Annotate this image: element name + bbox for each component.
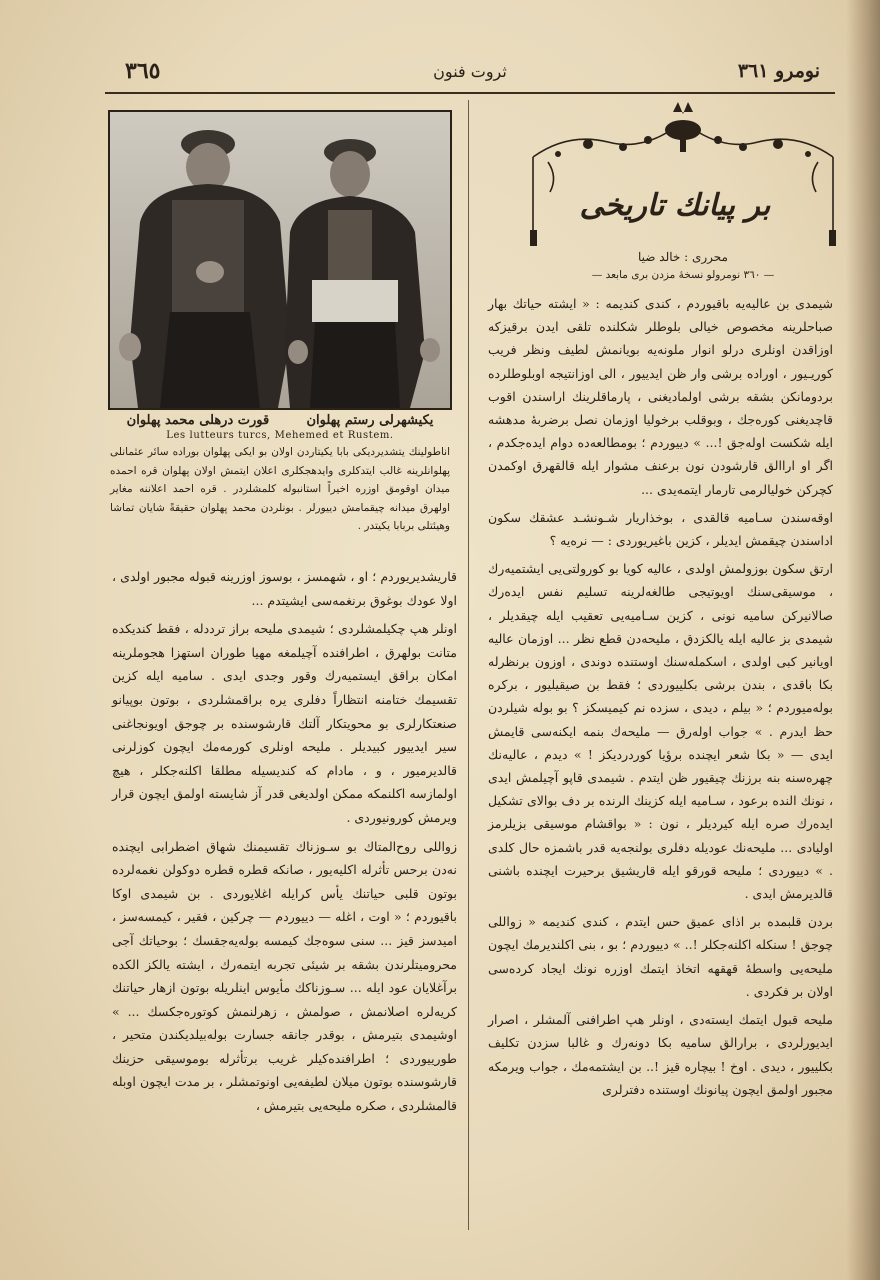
article-author: محرری : خالد ضیا	[638, 250, 728, 264]
issue-label: نومرو ٣٦١	[737, 60, 820, 82]
caption-french: Les lutteurs turcs, Mehemed et Rustem.	[166, 430, 394, 441]
journal-title: ثروت فنون	[433, 62, 507, 81]
caption-name-right: قورت درهلی محمد پهلوان	[126, 413, 270, 428]
binding-shadow	[846, 0, 880, 1280]
paragraph: اونلر هپ چکیلمشلردی ؛ شیمدی ملیحه براز ترددله ، فقط کندیکده متانت بولهرق ، اطرافنده آچیلمغه مهیا طوران استهزا هجوملرینه امکان براقق ایستمیه‌رك وقور وجدی ایدی . سامیه ایله کزین تقسیمك ختامنه انتظاراً دفلری یره براقمشلردی ، بوتون بوپیانو صنعتكارلری بو محویتكار آلتك قارشوسنده بر چوجق اویونجاغنی سیر ایدییور کبیدیلر . ملیحه اونلری کورمه‌مك ایچون کوزلرنی قالدیرمیور ، و ، مادام که کندیسیله مطلقا اکلنه‌جکلر ، هیچ اولمازسه اکلنمکه ممکن اولدیغی قدر آز شایسته اولمق ایچون قرار ویرمش کورونیوردی .	[112, 621, 457, 825]
wrestlers-photo	[108, 110, 452, 410]
paragraph: قاریشدیریوردم ؛ او ، شهمسز ، بوسوز اوزرینه قبوله مجبور اولدی ، اولا عودك بوغوق برنغمه‌سی ایشیتدم ...	[112, 569, 457, 608]
photo-caption	[108, 413, 452, 536]
paragraph: زواللی روح‌المتاك بو سـوزناك تقسیمنك شهاق اضطرابی ایچنده نه‌دن برحس تأثرله اکلیه‌یور ، صانکه قطره قطره دوکولن نغمه‌لرده بوتون قلبی حیاتنك یأس کرایله اغلایوردی . بن شیمدی اوکا باقیوردم ؛ « اوت ، اغله — دییوردم — چرکین ، فقیر ، کیمسه‌سز ، امیدسز قیز ... سنی سوه‌جك کیمسه بوله‌یه‌جقسك ؛ بوحیاتك آجی محرومیتلرندن بشقه بر شیئی تجربه ایتمه‌رك ، ایشته یالکز الکده برآغلایان عود ایله ... سـوزناکك مأیوس اینلریله بوتون ازهار حیاتنك کریه‌لره اصلانمش ، صولمش ، زهرلنمش کوتوره‌جکسك ... » اوشیمدی بتیرمش ، بوقدر جانقه جسارت بوله‌بیلدیکندن متحیر ، طورییوردی ؛ اطرافنده‌کیلر غریب برتأثرله بوموسیقی حزینك قارشوسنده بوتون میلان لطیفه‌یی اونوتمشلر ، بر مدت ایچون اوبله قالمشلردی ، صکره ملیحه‌یی بتیرمش ،	[112, 838, 457, 1114]
caption-name-left: یکیشهرلی رستم پهلوان	[306, 413, 434, 428]
left-column	[112, 565, 457, 1123]
caption-names	[108, 413, 452, 428]
caption-description: اناطولینك یتشدیردیكی بابا یكیتاردن اولان بو ایكی پهلوان بوراده سائر عثمانلی پهلوانلرینه غالب ایتدكلری وایدهجكلری اعلان ایتمش اولان پهلوان قره احمده میدان اوقومق اوزره اخیراً استانبوله كلمشلردر . قره احمد اعلاننه مغایر اولهرق میدانه چیقمامش دییورلر . بونلردن محمد پهلوان حقیقةً شایان تماشا وهیئتلی بربابا یكیتدر .	[110, 446, 450, 532]
continuation-note: — ٣٦٠ نومرولو نسخهٔ مزدن بری مابعد —	[591, 269, 775, 281]
page-number: ٣٦٥	[125, 58, 161, 84]
running-header	[105, 52, 835, 94]
paragraph: شیمدی بن عالیه‌یه باقیوردم ، کندی کندیمه : « ایشته حیاتك بهار صباحلرینه مخصوص خیالی بلوطلر شکلنده تلقی ایدن برقیزكه اوزاقدن اونلری درلو انوار ملونه‌یه بویانمش لطیف ونظر فریب کوریـیور ، اوراده برشی وار ظن ایدییور ، الی اوزانتیجه اوبلوطلرده بردومانكن بشقه برشی اولمادیغنی ، پارماقلرینك اراسندن اقوب قاچدیغنی کوره‌جك ، وبوقلب برخولیا اوزمان نصل برضربهٔ مدهشه ایله شکست اوله‌جق !... » دییوردم ؛ بومطالعه‌ده دوام ایده‌جكدم ، اگر او اراالق قارشودن نون برعنف مشوار ایله قالقهرق اوکمدن کچرکن خولیالرمی تارمار ایتمه‌یدی ...	[488, 296, 833, 497]
paragraph: ملیحه قبول ایتمك ایسته‌دی ، اونلر هپ اطرافنی آلمشلر ، اصرار ایدیورلردی ، برارالق سامیه بكا دونه‌رك و غالبا سزدن تکلیف بکلییور ، دیدی . اوخ ! بیچاره قیز !.. بن ایشتمه‌مك ، جواب ویرمكه مجبور اولمق ایچون پیانونك اوستنده دفترلری	[488, 1012, 833, 1097]
paragraph: بردن قلبمده بر اذای عمیق حس ایتدم ، کندی کندیمه « زواللی چوجق ! سنکله اکلنه‌جکلر !.. » دییوردم ؛ بو ، بنی اکلندیرمك ایچون ملیحه‌یی واسطهٔ قهقهه اتخاذ ایتمك اوزره نونك ایجاد کرده‌سی اولان بر فکردی .	[488, 914, 833, 999]
title-ornament	[528, 102, 838, 252]
paragraph: اوقه‌سندن سـامیه قالقدی ، بوخذاریار شـونشـد عشقك سکون اداسندن چیقمش ایدیلر ، کزین باغیریوردی : — نره‌یه ؟	[488, 509, 833, 549]
right-column	[488, 292, 833, 1106]
paragraph: ارتق سکون بوزولمش اولدی ، عالیه کویا بو کورولتی‌یی ایشتمیه‌رك ، موسیقی‌سنك اویوتیجی طالغه‌لرینه تسلیم نفس ایده‌رك صالانیرکن سامیه نونی ، کزین سـامیه‌یی تعقیب ایله چیقدیلر ، شیمدی بز عالیه ایله یالکزدق ، ملیحه‌دن قطع نظر ... اوزمان عالیه اویانیر کبی اولدی ، اسکمله‌سنك اوستنده دوندی ، اوزون برنظرله بكا باقدی ، بندن برشی بکلییوردی ؛ فقط بن صیقیلیور ، برکره بوله‌میوردم ؛ « بیلم ، دیدی ، سزده نم کیمیسکز ؟ بو بوله شیلردن حظ ایدرم . » جواب اوله‌رق — ملیحه‌ك بنمه ایکنه‌سی قایمش ایدی — « بكا شعر ایچنده برؤیا کوردردیکز ! » دیدم ، عالیه‌نك چهره‌سنه بنه برزنك چیقیور ظن ایتدم . شیمدی قاپو آچیلمش ایدی ، نونك النده برعود ، سـامیه ایله کزینك الرنده بر دف بوالای تشکیل ایده‌رك صره ایله کیردیلر ، نون : « بواقشام موسیقی بزیلرمز اولیادی ... ملیحه‌نك عودیله دفلری بولنجه‌یه قدر باشمزه حال کلدی . » دییوردی ؛ ملیحه قورقو ایله قاریشیق برحیرت ایچنده باشنی قالدیرمش ایدی .	[488, 561, 833, 902]
article-title: بر پیانك تاریخی	[579, 188, 771, 223]
column-rule	[468, 100, 469, 1230]
